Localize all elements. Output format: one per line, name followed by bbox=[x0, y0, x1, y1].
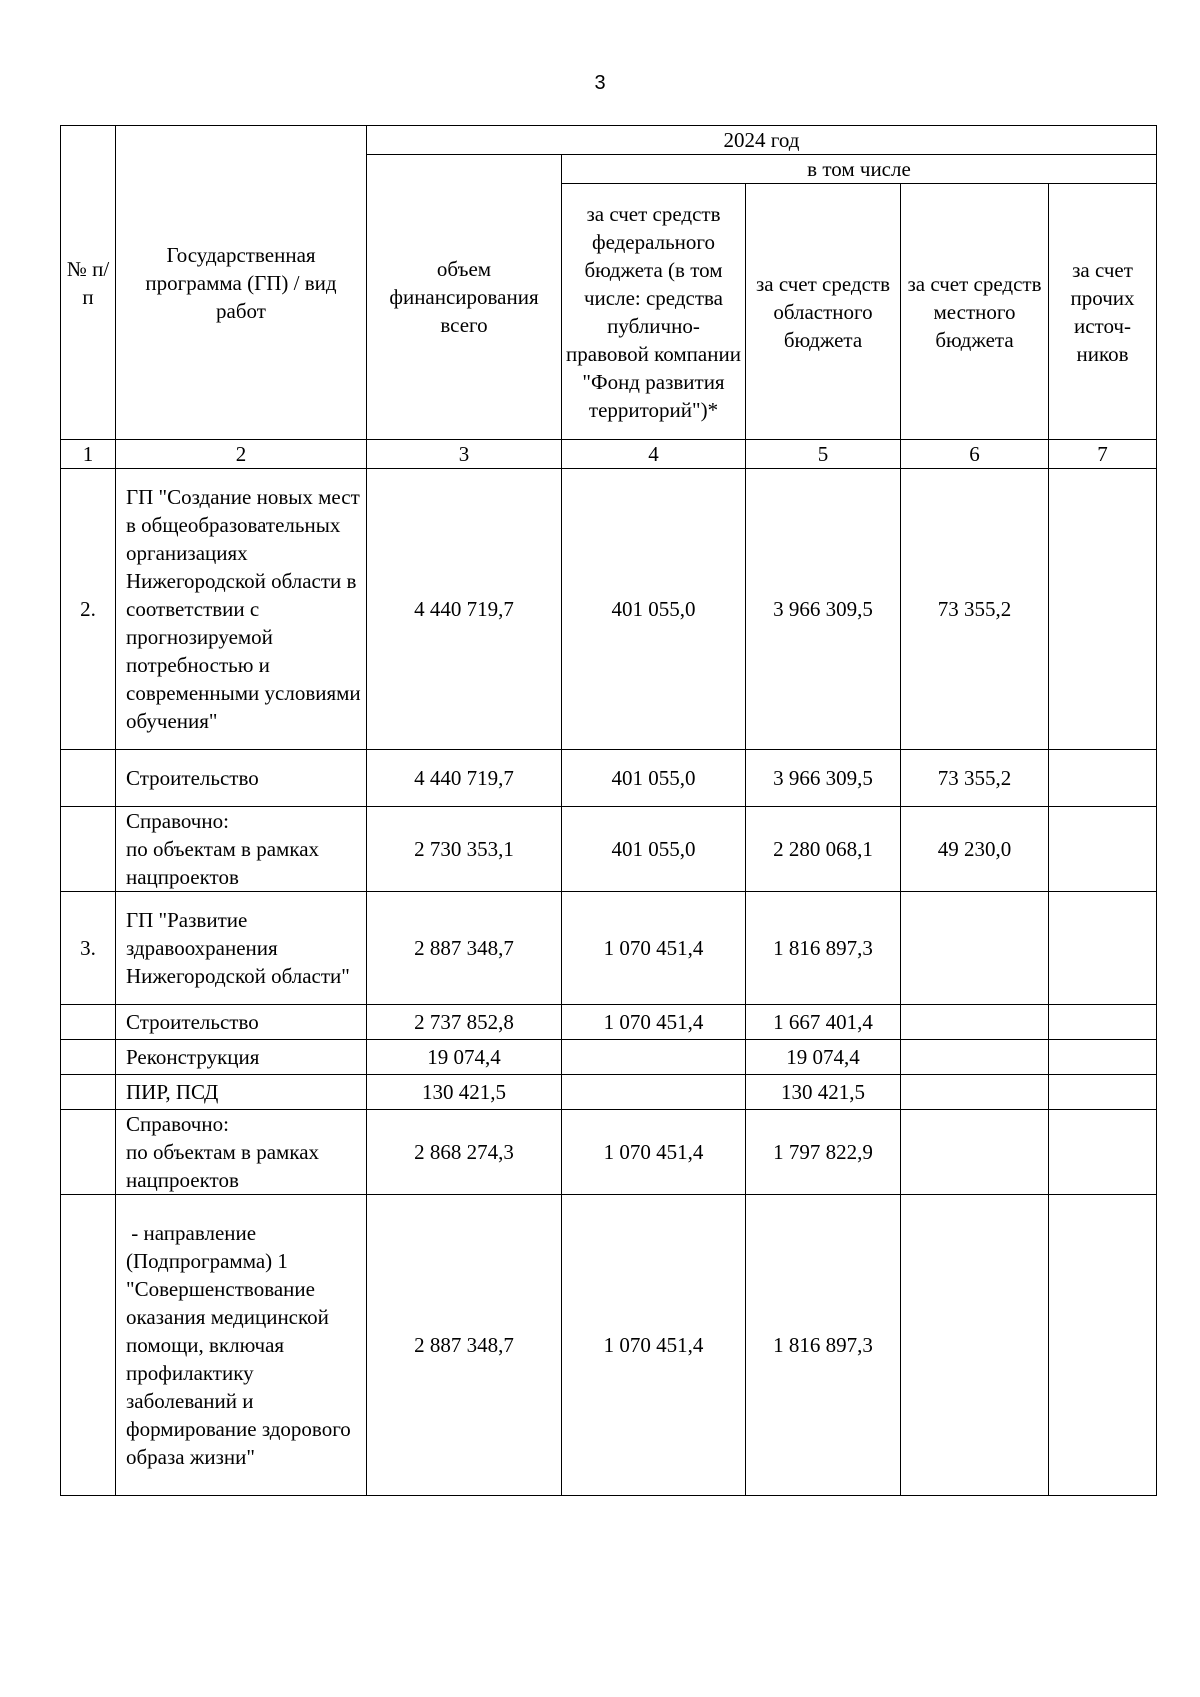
row-program-name: ГП "Создание новых мест в общеобразовательных организациях Нижегородской области в соответствии с прогнозируемой потребностью и современными условиями обучения" bbox=[116, 469, 367, 750]
row-program-name: ПИР, ПСД bbox=[116, 1075, 367, 1110]
row-number bbox=[61, 1005, 116, 1040]
table-row bbox=[61, 807, 1157, 892]
column-number-row bbox=[61, 440, 1157, 469]
header-year: 2024 год bbox=[367, 126, 1157, 155]
header-other: за счет прочих источ-ников bbox=[1049, 184, 1157, 440]
row-federal: 401 055,0 bbox=[562, 750, 746, 807]
row-other bbox=[1049, 1110, 1157, 1195]
table-row bbox=[61, 469, 1157, 750]
row-regional: 1 816 897,3 bbox=[746, 892, 901, 1005]
row-other bbox=[1049, 1040, 1157, 1075]
row-local: 73 355,2 bbox=[901, 469, 1049, 750]
row-number: 3. bbox=[61, 892, 116, 1005]
row-local bbox=[901, 1195, 1049, 1496]
page-number: 3 bbox=[594, 72, 606, 94]
row-number bbox=[61, 807, 116, 892]
row-total: 2 737 852,8 bbox=[367, 1005, 562, 1040]
row-other bbox=[1049, 892, 1157, 1005]
column-number: 4 bbox=[562, 440, 746, 469]
row-federal: 1 070 451,4 bbox=[562, 1195, 746, 1496]
row-federal: 1 070 451,4 bbox=[562, 1005, 746, 1040]
column-number: 1 bbox=[61, 440, 116, 469]
header-row-number: № п/п bbox=[61, 126, 116, 440]
row-number: 2. bbox=[61, 469, 116, 750]
row-local bbox=[901, 1110, 1049, 1195]
row-federal bbox=[562, 1075, 746, 1110]
row-number bbox=[61, 1110, 116, 1195]
row-total: 4 440 719,7 bbox=[367, 469, 562, 750]
row-total: 4 440 719,7 bbox=[367, 750, 562, 807]
row-total: 19 074,4 bbox=[367, 1040, 562, 1075]
row-local: 49 230,0 bbox=[901, 807, 1049, 892]
row-regional: 1 816 897,3 bbox=[746, 1195, 901, 1496]
table-row bbox=[61, 892, 1157, 1005]
table-row bbox=[61, 1195, 1157, 1496]
row-total: 2 887 348,7 bbox=[367, 892, 562, 1005]
column-number: 7 bbox=[1049, 440, 1157, 469]
column-number: 3 bbox=[367, 440, 562, 469]
row-program-name: - направление (Подпрограмма) 1 "Совершенствование оказания медицинской помощи, включая профилактику заболеваний и формирование здорового образа жизни" bbox=[116, 1195, 367, 1496]
table-row bbox=[61, 1110, 1157, 1195]
table-row bbox=[61, 1040, 1157, 1075]
row-local bbox=[901, 1075, 1049, 1110]
header-regional: за счет средств областного бюджета bbox=[746, 184, 901, 440]
row-other bbox=[1049, 807, 1157, 892]
row-other bbox=[1049, 1005, 1157, 1040]
row-federal bbox=[562, 1040, 746, 1075]
budget-table bbox=[60, 125, 1157, 1496]
row-regional: 3 966 309,5 bbox=[746, 469, 901, 750]
row-program-name: Строительство bbox=[116, 1005, 367, 1040]
row-number bbox=[61, 1040, 116, 1075]
row-other bbox=[1049, 1075, 1157, 1110]
row-regional: 3 966 309,5 bbox=[746, 750, 901, 807]
header-federal: за счет средств федерального бюджета (в том числе: средства публично-правовой компании "Фонд развития территорий")* bbox=[562, 184, 746, 440]
row-other bbox=[1049, 750, 1157, 807]
table-row bbox=[61, 1005, 1157, 1040]
row-program-name: Справочно: по объектам в рамках нацпроектов bbox=[116, 1110, 367, 1195]
row-program-name: Справочно: по объектам в рамках нацпроектов bbox=[116, 807, 367, 892]
table-row bbox=[61, 1075, 1157, 1110]
row-program-name: Строительство bbox=[116, 750, 367, 807]
row-total: 2 887 348,7 bbox=[367, 1195, 562, 1496]
table-row bbox=[61, 750, 1157, 807]
column-number: 5 bbox=[746, 440, 901, 469]
column-number: 6 bbox=[901, 440, 1049, 469]
row-local bbox=[901, 892, 1049, 1005]
row-local bbox=[901, 1005, 1049, 1040]
row-other bbox=[1049, 1195, 1157, 1496]
row-regional: 1 667 401,4 bbox=[746, 1005, 901, 1040]
row-federal: 401 055,0 bbox=[562, 469, 746, 750]
row-local bbox=[901, 1040, 1049, 1075]
row-other bbox=[1049, 469, 1157, 750]
header-total: объем финансирования всего bbox=[367, 155, 562, 440]
row-federal: 1 070 451,4 bbox=[562, 892, 746, 1005]
row-program-name: Реконструкция bbox=[116, 1040, 367, 1075]
row-number bbox=[61, 750, 116, 807]
row-regional: 2 280 068,1 bbox=[746, 807, 901, 892]
row-number bbox=[61, 1195, 116, 1496]
header-program: Государственная программа (ГП) / вид работ bbox=[116, 126, 367, 440]
row-federal: 401 055,0 bbox=[562, 807, 746, 892]
row-program-name: ГП "Развитие здравоохранения Нижегородской области" bbox=[116, 892, 367, 1005]
row-total: 130 421,5 bbox=[367, 1075, 562, 1110]
row-federal: 1 070 451,4 bbox=[562, 1110, 746, 1195]
row-regional: 19 074,4 bbox=[746, 1040, 901, 1075]
column-number: 2 bbox=[116, 440, 367, 469]
row-total: 2 730 353,1 bbox=[367, 807, 562, 892]
header-including: в том числе bbox=[562, 155, 1157, 184]
row-regional: 130 421,5 bbox=[746, 1075, 901, 1110]
row-regional: 1 797 822,9 bbox=[746, 1110, 901, 1195]
row-number bbox=[61, 1075, 116, 1110]
header-local: за счет средств местного бюджета bbox=[901, 184, 1049, 440]
row-local: 73 355,2 bbox=[901, 750, 1049, 807]
row-total: 2 868 274,3 bbox=[367, 1110, 562, 1195]
